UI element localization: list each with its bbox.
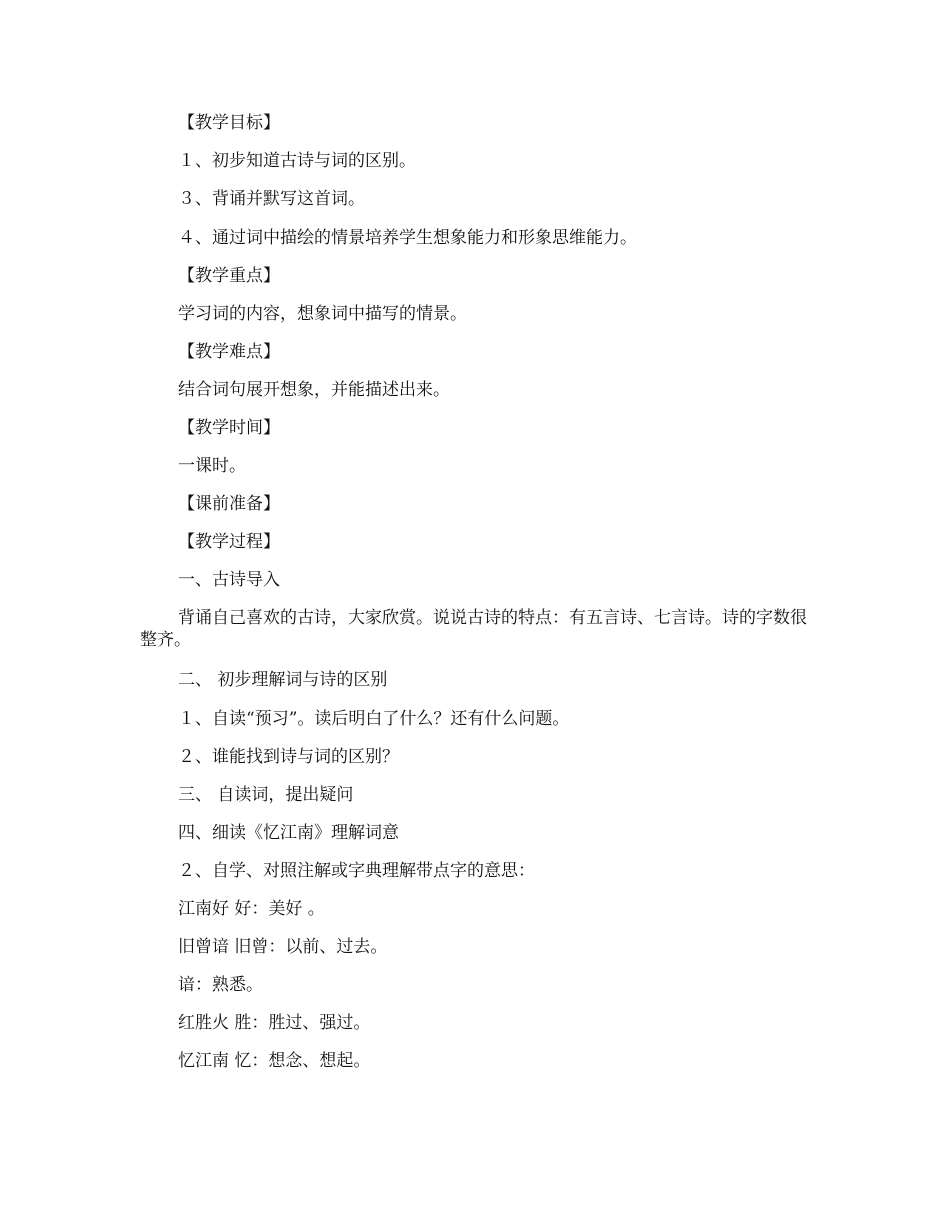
difficulty-text: 结合词句展开想象，并能描述出来。 — [178, 380, 450, 400]
word-note-4: 红胜火 胜：胜过、强过。 — [178, 1013, 371, 1033]
section-2-item-2: ２、谁能找到诗与词的区别？ — [178, 747, 399, 767]
heading-teaching-difficulty: 【教学难点】 — [178, 342, 280, 362]
word-note-5: 忆江南 忆：想念、想起。 — [178, 1051, 371, 1071]
heading-teaching-goals: 【教学目标】 — [178, 113, 280, 133]
goal-item-1: １、初步知道古诗与词的区别。 — [178, 151, 416, 171]
heading-teaching-time: 【教学时间】 — [178, 418, 280, 438]
word-note-1: 江南好 好：美好 。 — [178, 899, 325, 919]
heading-preparation: 【课前准备】 — [178, 494, 280, 514]
section-1-paragraph: 背诵自己喜欢的古诗，大家欣赏。说说古诗的特点：有五言诗、七言诗。诗的字数很整齐。 — [140, 608, 807, 650]
section-3-title: 三、 自读词，提出疑问 — [178, 785, 354, 805]
section-2-title: 二、 初步理解词与诗的区别 — [178, 670, 388, 690]
word-note-2: 旧曾谙 旧曾：以前、过去。 — [178, 937, 388, 957]
heading-teaching-focus: 【教学重点】 — [178, 266, 280, 286]
section-4-item-2: ２、自学、对照注解或字典理解带点字的意思： — [178, 861, 535, 881]
section-1-title: 一、古诗导入 — [178, 570, 280, 590]
goal-item-4: ４、通过词中描绘的情景培养学生想象能力和形象思维能力。 — [178, 228, 637, 248]
section-4-title: 四、细读《忆江南》理解词意 — [178, 823, 399, 843]
heading-teaching-process: 【教学过程】 — [178, 532, 280, 552]
section-2-item-1: １、自读“预习”。读后明白了什么？还有什么问题。 — [178, 709, 570, 729]
time-text: 一课时。 — [178, 456, 246, 476]
goal-item-3: ３、背诵并默写这首词。 — [178, 189, 365, 209]
word-note-3: 谙：熟悉。 — [178, 975, 263, 995]
focus-text: 学习词的内容，想象词中描写的情景。 — [178, 304, 467, 324]
